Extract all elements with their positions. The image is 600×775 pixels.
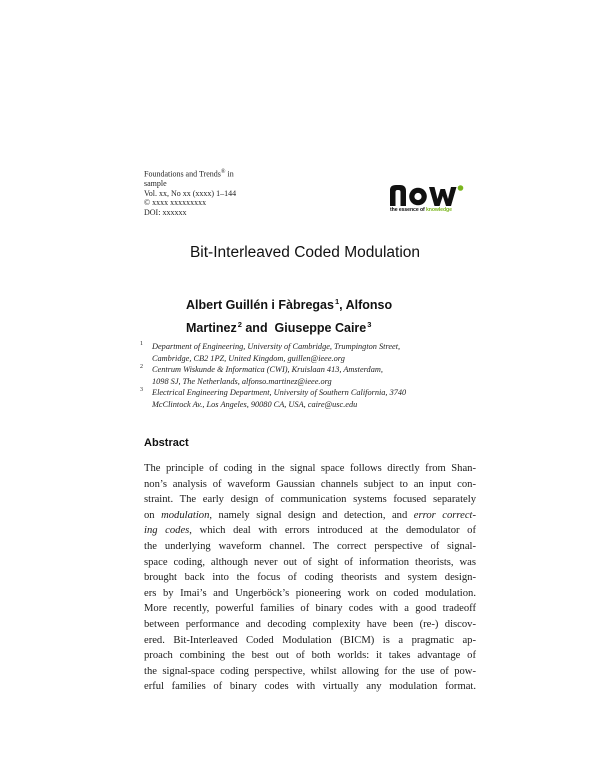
sample-line: sample — [144, 179, 167, 189]
doi-line: DOI: xxxxxx — [144, 208, 187, 218]
affiliation-item: 2 Centrum Wiskunde & Informatica (CWI), Kruislaan 413, Amsterdam, 1098 SJ, The Netherlands, alfonso.martinez@ieee.org — [140, 364, 383, 386]
logo-tagline: the essence of knowledge — [390, 207, 452, 213]
volume-line: Vol. xx, No xx (xxxx) 1–144 — [144, 188, 237, 198]
publisher-logo — [384, 182, 476, 216]
journal-line: Foundations and Trends® in — [144, 169, 234, 179]
copyright-line: © xxxx xxxxxxxxx — [144, 198, 207, 208]
author-name: Albert Guillén i Fàbregas — [186, 298, 334, 312]
author-line-1: Albert Guillén i Fàbregas$^1$, Alfonso — [186, 297, 393, 312]
affiliation-item: 1 Department of Engineering, University of Cambridge, Trumpington Street, Cambridge, CB2 1PZ, United Kingdom, guillen@ieee.org — [140, 341, 401, 363]
abstract-body: The principle of coding in the signal space follows directly from Shan- non’s analysis of waveform Gaussian channels subject to an input con- straint. The early design of communication systems focused separately on modulation, namely signal design and detection, and error correct- ing codes, which deal with errors introduced at the demodulator of the underlying waveform channel. The correct perspective of signal- space coding, although never out of sight of information theorists, was brought back into the focus of coding theorists and system design- ers by Imai’s and Ungerböck’s pioneering work on coded modulation. More recently, powerful families of binary codes with a good tradeoff between performance and decoding complexity have been (re-) discov- ered. Bit-Interleaved Coded Modulation (BICM) is a pragmatic ap- proach combining the best out of both worlds: it takes advantage of the signal-space coding perspective, whilst allowing for the use of pow- erful families of binary codes with virtually any modulation format. — [144, 463, 476, 693]
affiliations — [140, 341, 480, 410]
author-list — [186, 292, 436, 338]
copyright-icon: © — [144, 198, 151, 208]
paper-title: Bit-Interleaved Coded Modulation — [189, 244, 421, 261]
affiliation-item: 3 Electrical Engineering Department, University of Southern California, 3740 McClintock Av., Los Angeles, 90080 CA, USA, caire@usc.edu — [140, 387, 407, 409]
series-info — [144, 168, 334, 218]
now-logo-icon — [388, 182, 466, 208]
author-line-2: Martinez$^2$ and Giuseppe Caire$^3$ — [186, 320, 372, 335]
author-name: Giuseppe Caire — [274, 321, 367, 335]
abstract-heading: Abstract — [144, 437, 189, 449]
